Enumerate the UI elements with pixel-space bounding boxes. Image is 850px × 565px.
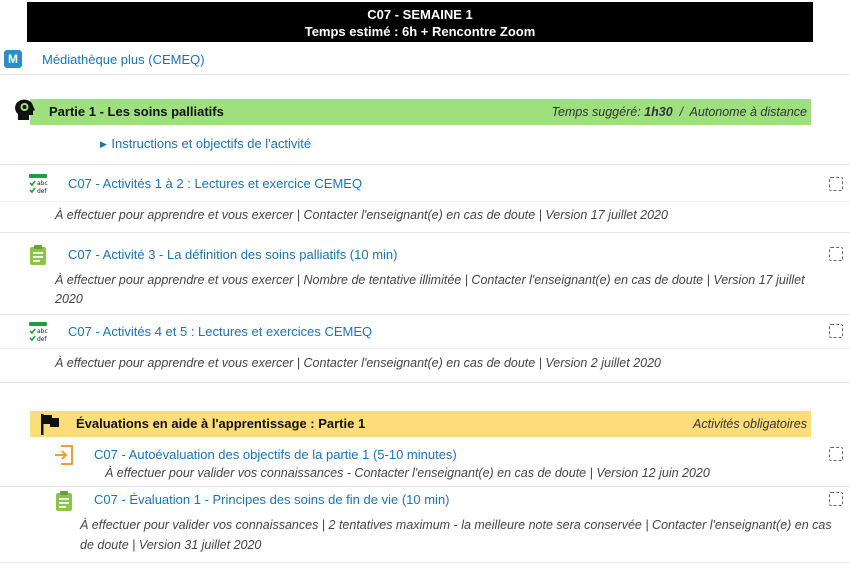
clipboard-icon xyxy=(54,490,74,512)
activity-4-5-meta xyxy=(55,354,840,373)
activity-1-2-meta xyxy=(55,206,840,225)
activity-3-meta xyxy=(55,271,840,309)
m-icon-letter: M xyxy=(8,52,18,66)
completion-checkbox[interactable] xyxy=(829,324,843,338)
gear-head-icon xyxy=(12,97,38,123)
clipboard-icon xyxy=(28,244,48,266)
sign-in-icon xyxy=(53,444,75,466)
week-title: C07 - SEMAINE 1 xyxy=(367,7,473,22)
evaluation-1-link[interactable]: C07 - Évaluation 1 - Principes des soins de fin de vie (10 min) xyxy=(94,492,450,507)
meta-line: À effectuer pour valider vos connaissances | 2 tentatives maximum - la meilleure note sera conservée | Contacter l'enseignant(e) en cas xyxy=(80,518,832,532)
svg-text:def: def xyxy=(37,336,47,343)
section1-header xyxy=(30,99,811,125)
completion-checkbox[interactable] xyxy=(829,177,843,191)
activity-1-2-link[interactable]: C07 - Activités 1 à 2 : Lectures et exercice CEMEQ xyxy=(68,176,363,191)
meta-line: À effectuer pour apprendre et vous exercer | Contacter l'enseignant(e) en cas de doute | Version 17 juillet 2020 xyxy=(55,208,668,222)
svg-text:abc: abc xyxy=(37,180,48,187)
meta-line: 2020 xyxy=(55,292,83,306)
week-subtitle: Temps estimé : 6h + Rencontre Zoom xyxy=(304,24,536,39)
activity-4-5-link[interactable]: C07 - Activités 4 et 5 : Lectures et exercices CEMEQ xyxy=(68,324,373,339)
m-icon xyxy=(4,50,22,68)
time-suffix: / Autonome à distance xyxy=(672,105,807,119)
meta-line: À effectuer pour apprendre et vous exercer | Nombre de tentative illimitée | Contacter l'enseignant(e) en cas de doute | Version 17 juillet xyxy=(55,273,805,287)
section1-title: Partie 1 - Les soins palliatifs xyxy=(49,104,224,119)
autoevaluation-meta xyxy=(105,464,840,483)
svg-text:abc: abc xyxy=(37,328,48,335)
meta-line: À effectuer pour apprendre et vous exercer | Contacter l'enseignant(e) en cas de doute | Version 2 juillet 2020 xyxy=(55,356,661,370)
section2-title: Évaluations en aide à l'apprentissage : Partie 1 xyxy=(76,416,366,431)
svg-text:def: def xyxy=(37,188,47,195)
meta-line: de doute | Version 31 juillet 2020 xyxy=(80,538,262,552)
abc-checklist-icon xyxy=(28,321,50,343)
completion-checkbox[interactable] xyxy=(829,447,843,461)
evaluation-1-meta xyxy=(80,516,840,555)
mediatheque-label: Médiathèque plus (CEMEQ) xyxy=(42,52,205,67)
completion-checkbox[interactable] xyxy=(829,247,843,261)
meta-line: À effectuer pour valider vos connaissances - Contacter l'enseignant(e) en cas de doute | Version 12 juin 2020 xyxy=(105,466,710,480)
activity-3-link[interactable]: C07 - Activité 3 - La définition des soins palliatifs (10 min) xyxy=(68,247,398,262)
abc-checklist-icon xyxy=(28,173,50,195)
instructions-toggle[interactable] xyxy=(100,135,311,153)
section2-header xyxy=(30,411,811,437)
week-header xyxy=(27,2,813,42)
section2-right-label: Activités obligatoires xyxy=(693,417,807,431)
time-value: 1h30 xyxy=(644,105,673,119)
flag-icon xyxy=(38,412,62,436)
autoevaluation-link[interactable]: C07 - Autoévaluation des objectifs de la partie 1 (5-10 minutes) xyxy=(94,447,457,462)
section1-time xyxy=(552,99,808,125)
caret-right-icon: ▶ xyxy=(100,139,107,149)
instructions-label: Instructions et objectifs de l'activité xyxy=(111,136,312,151)
time-prefix: Temps suggéré: xyxy=(551,105,645,119)
completion-checkbox[interactable] xyxy=(829,492,843,506)
